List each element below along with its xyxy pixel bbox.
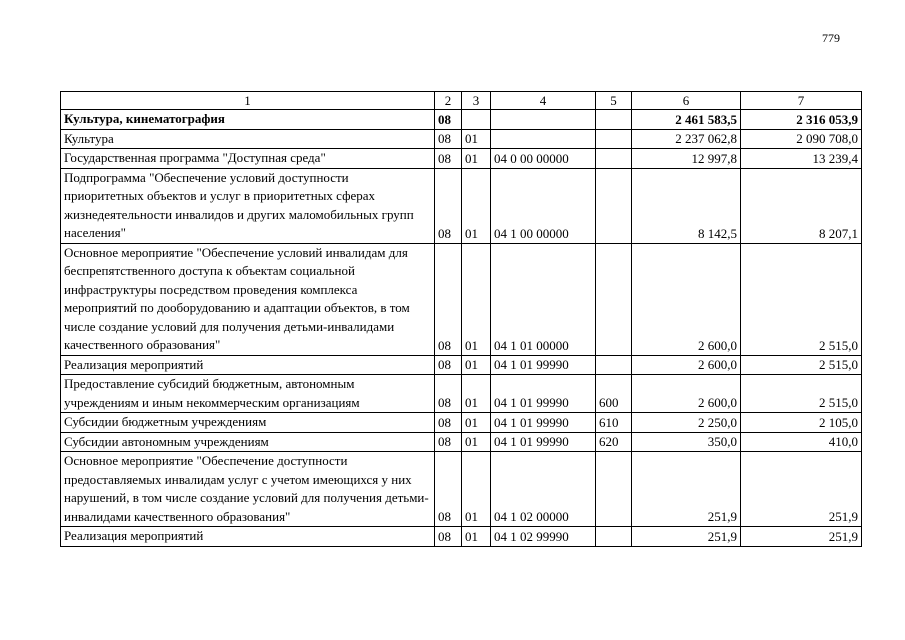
subsection-code-cell: 01 — [462, 413, 491, 433]
amount-year2-cell: 13 239,4 — [741, 149, 862, 169]
target-article-cell — [491, 110, 596, 130]
table-row — [61, 375, 862, 413]
header-cell-2: 2 — [435, 92, 462, 110]
row-name-cell: Субсидии автономным учреждениям — [61, 432, 435, 452]
expense-type-cell — [596, 149, 632, 169]
expense-type-cell — [596, 452, 632, 527]
table-row — [61, 243, 862, 355]
row-name-cell: Основное мероприятие "Обеспечение условий инвалидам для беспрепятственного доступа к объектам социальной инфраструктуры посредством проведения комплекса мероприятий по дооборудованию и адаптации объектов, в том числе создание условий для получения детьми-инвалидами качественного образования" — [61, 243, 435, 355]
amount-year1-cell: 251,9 — [632, 452, 741, 527]
row-name-cell: Реализация мероприятий — [61, 355, 435, 375]
row-name-cell: Основное мероприятие "Обеспечение доступности предоставляемых инвалидам услуг с учетом имеющихся у них нарушений, в том числе создание условий для получения детьми-инвалидами качественного образования" — [61, 452, 435, 527]
section-code-cell: 08 — [435, 432, 462, 452]
table-row — [61, 413, 862, 433]
header-cell-1: 1 — [61, 92, 435, 110]
header-cell-7: 7 — [741, 92, 862, 110]
amount-year1-cell: 2 237 062,8 — [632, 129, 741, 149]
row-name-cell: Субсидии бюджетным учреждениям — [61, 413, 435, 433]
budget-table — [60, 91, 862, 547]
table-row — [61, 355, 862, 375]
row-name-cell: Государственная программа "Доступная среда" — [61, 149, 435, 169]
subsection-code-cell: 01 — [462, 243, 491, 355]
subsection-code-cell: 01 — [462, 168, 491, 243]
header-cell-3: 3 — [462, 92, 491, 110]
amount-year1-cell: 8 142,5 — [632, 168, 741, 243]
row-name-cell: Реализация мероприятий — [61, 527, 435, 547]
row-name-cell: Культура, кинематография — [61, 110, 435, 130]
row-name-cell: Подпрограмма "Обеспечение условий доступности приоритетных объектов и услуг в приоритетных сферах жизнедеятельности инвалидов и других маломобильных групп населения" — [61, 168, 435, 243]
expense-type-cell — [596, 110, 632, 130]
amount-year2-cell: 8 207,1 — [741, 168, 862, 243]
target-article-cell: 04 1 00 00000 — [491, 168, 596, 243]
target-article-cell: 04 1 01 00000 — [491, 243, 596, 355]
amount-year2-cell: 251,9 — [741, 452, 862, 527]
header-cell-5: 5 — [596, 92, 632, 110]
expense-type-cell — [596, 527, 632, 547]
amount-year1-cell: 2 600,0 — [632, 243, 741, 355]
target-article-cell — [491, 129, 596, 149]
amount-year1-cell: 12 997,8 — [632, 149, 741, 169]
table-row — [61, 149, 862, 169]
table-header-row — [61, 92, 862, 110]
row-name-cell: Культура — [61, 129, 435, 149]
subsection-code-cell: 01 — [462, 129, 491, 149]
amount-year2-cell: 2 105,0 — [741, 413, 862, 433]
amount-year1-cell: 2 461 583,5 — [632, 110, 741, 130]
subsection-code-cell: 01 — [462, 527, 491, 547]
section-code-cell: 08 — [435, 243, 462, 355]
expense-type-cell — [596, 243, 632, 355]
expense-type-cell — [596, 129, 632, 149]
section-code-cell: 08 — [435, 129, 462, 149]
subsection-code-cell: 01 — [462, 452, 491, 527]
subsection-code-cell: 01 — [462, 355, 491, 375]
amount-year1-cell: 251,9 — [632, 527, 741, 547]
amount-year1-cell: 2 600,0 — [632, 355, 741, 375]
page-number: 779 — [822, 31, 840, 45]
amount-year2-cell: 251,9 — [741, 527, 862, 547]
table-row — [61, 527, 862, 547]
section-code-cell: 08 — [435, 527, 462, 547]
target-article-cell: 04 1 02 99990 — [491, 527, 596, 547]
target-article-cell: 04 1 01 99990 — [491, 432, 596, 452]
header-cell-6: 6 — [632, 92, 741, 110]
expense-type-cell — [596, 168, 632, 243]
amount-year1-cell: 350,0 — [632, 432, 741, 452]
table-row — [61, 452, 862, 527]
target-article-cell: 04 1 01 99990 — [491, 413, 596, 433]
expense-type-cell: 610 — [596, 413, 632, 433]
amount-year2-cell: 2 316 053,9 — [741, 110, 862, 130]
target-article-cell: 04 1 01 99990 — [491, 375, 596, 413]
table-row — [61, 168, 862, 243]
section-code-cell: 08 — [435, 452, 462, 527]
subsection-code-cell: 01 — [462, 375, 491, 413]
expense-type-cell — [596, 355, 632, 375]
table-row — [61, 110, 862, 130]
section-code-cell: 08 — [435, 355, 462, 375]
target-article-cell: 04 1 02 00000 — [491, 452, 596, 527]
subsection-code-cell — [462, 110, 491, 130]
subsection-code-cell: 01 — [462, 432, 491, 452]
amount-year2-cell: 2 515,0 — [741, 243, 862, 355]
subsection-code-cell: 01 — [462, 149, 491, 169]
section-code-cell: 08 — [435, 168, 462, 243]
header-cell-4: 4 — [491, 92, 596, 110]
table-row — [61, 129, 862, 149]
amount-year1-cell: 2 250,0 — [632, 413, 741, 433]
section-code-cell: 08 — [435, 110, 462, 130]
amount-year1-cell: 2 600,0 — [632, 375, 741, 413]
section-code-cell: 08 — [435, 413, 462, 433]
amount-year2-cell: 2 515,0 — [741, 355, 862, 375]
target-article-cell: 04 0 00 00000 — [491, 149, 596, 169]
amount-year2-cell: 2 515,0 — [741, 375, 862, 413]
row-name-cell: Предоставление субсидий бюджетным, автономным учреждениям и иным некоммерческим организациям — [61, 375, 435, 413]
section-code-cell: 08 — [435, 375, 462, 413]
expense-type-cell: 620 — [596, 432, 632, 452]
target-article-cell: 04 1 01 99990 — [491, 355, 596, 375]
amount-year2-cell: 2 090 708,0 — [741, 129, 862, 149]
amount-year2-cell: 410,0 — [741, 432, 862, 452]
expense-type-cell: 600 — [596, 375, 632, 413]
section-code-cell: 08 — [435, 149, 462, 169]
table-row — [61, 432, 862, 452]
